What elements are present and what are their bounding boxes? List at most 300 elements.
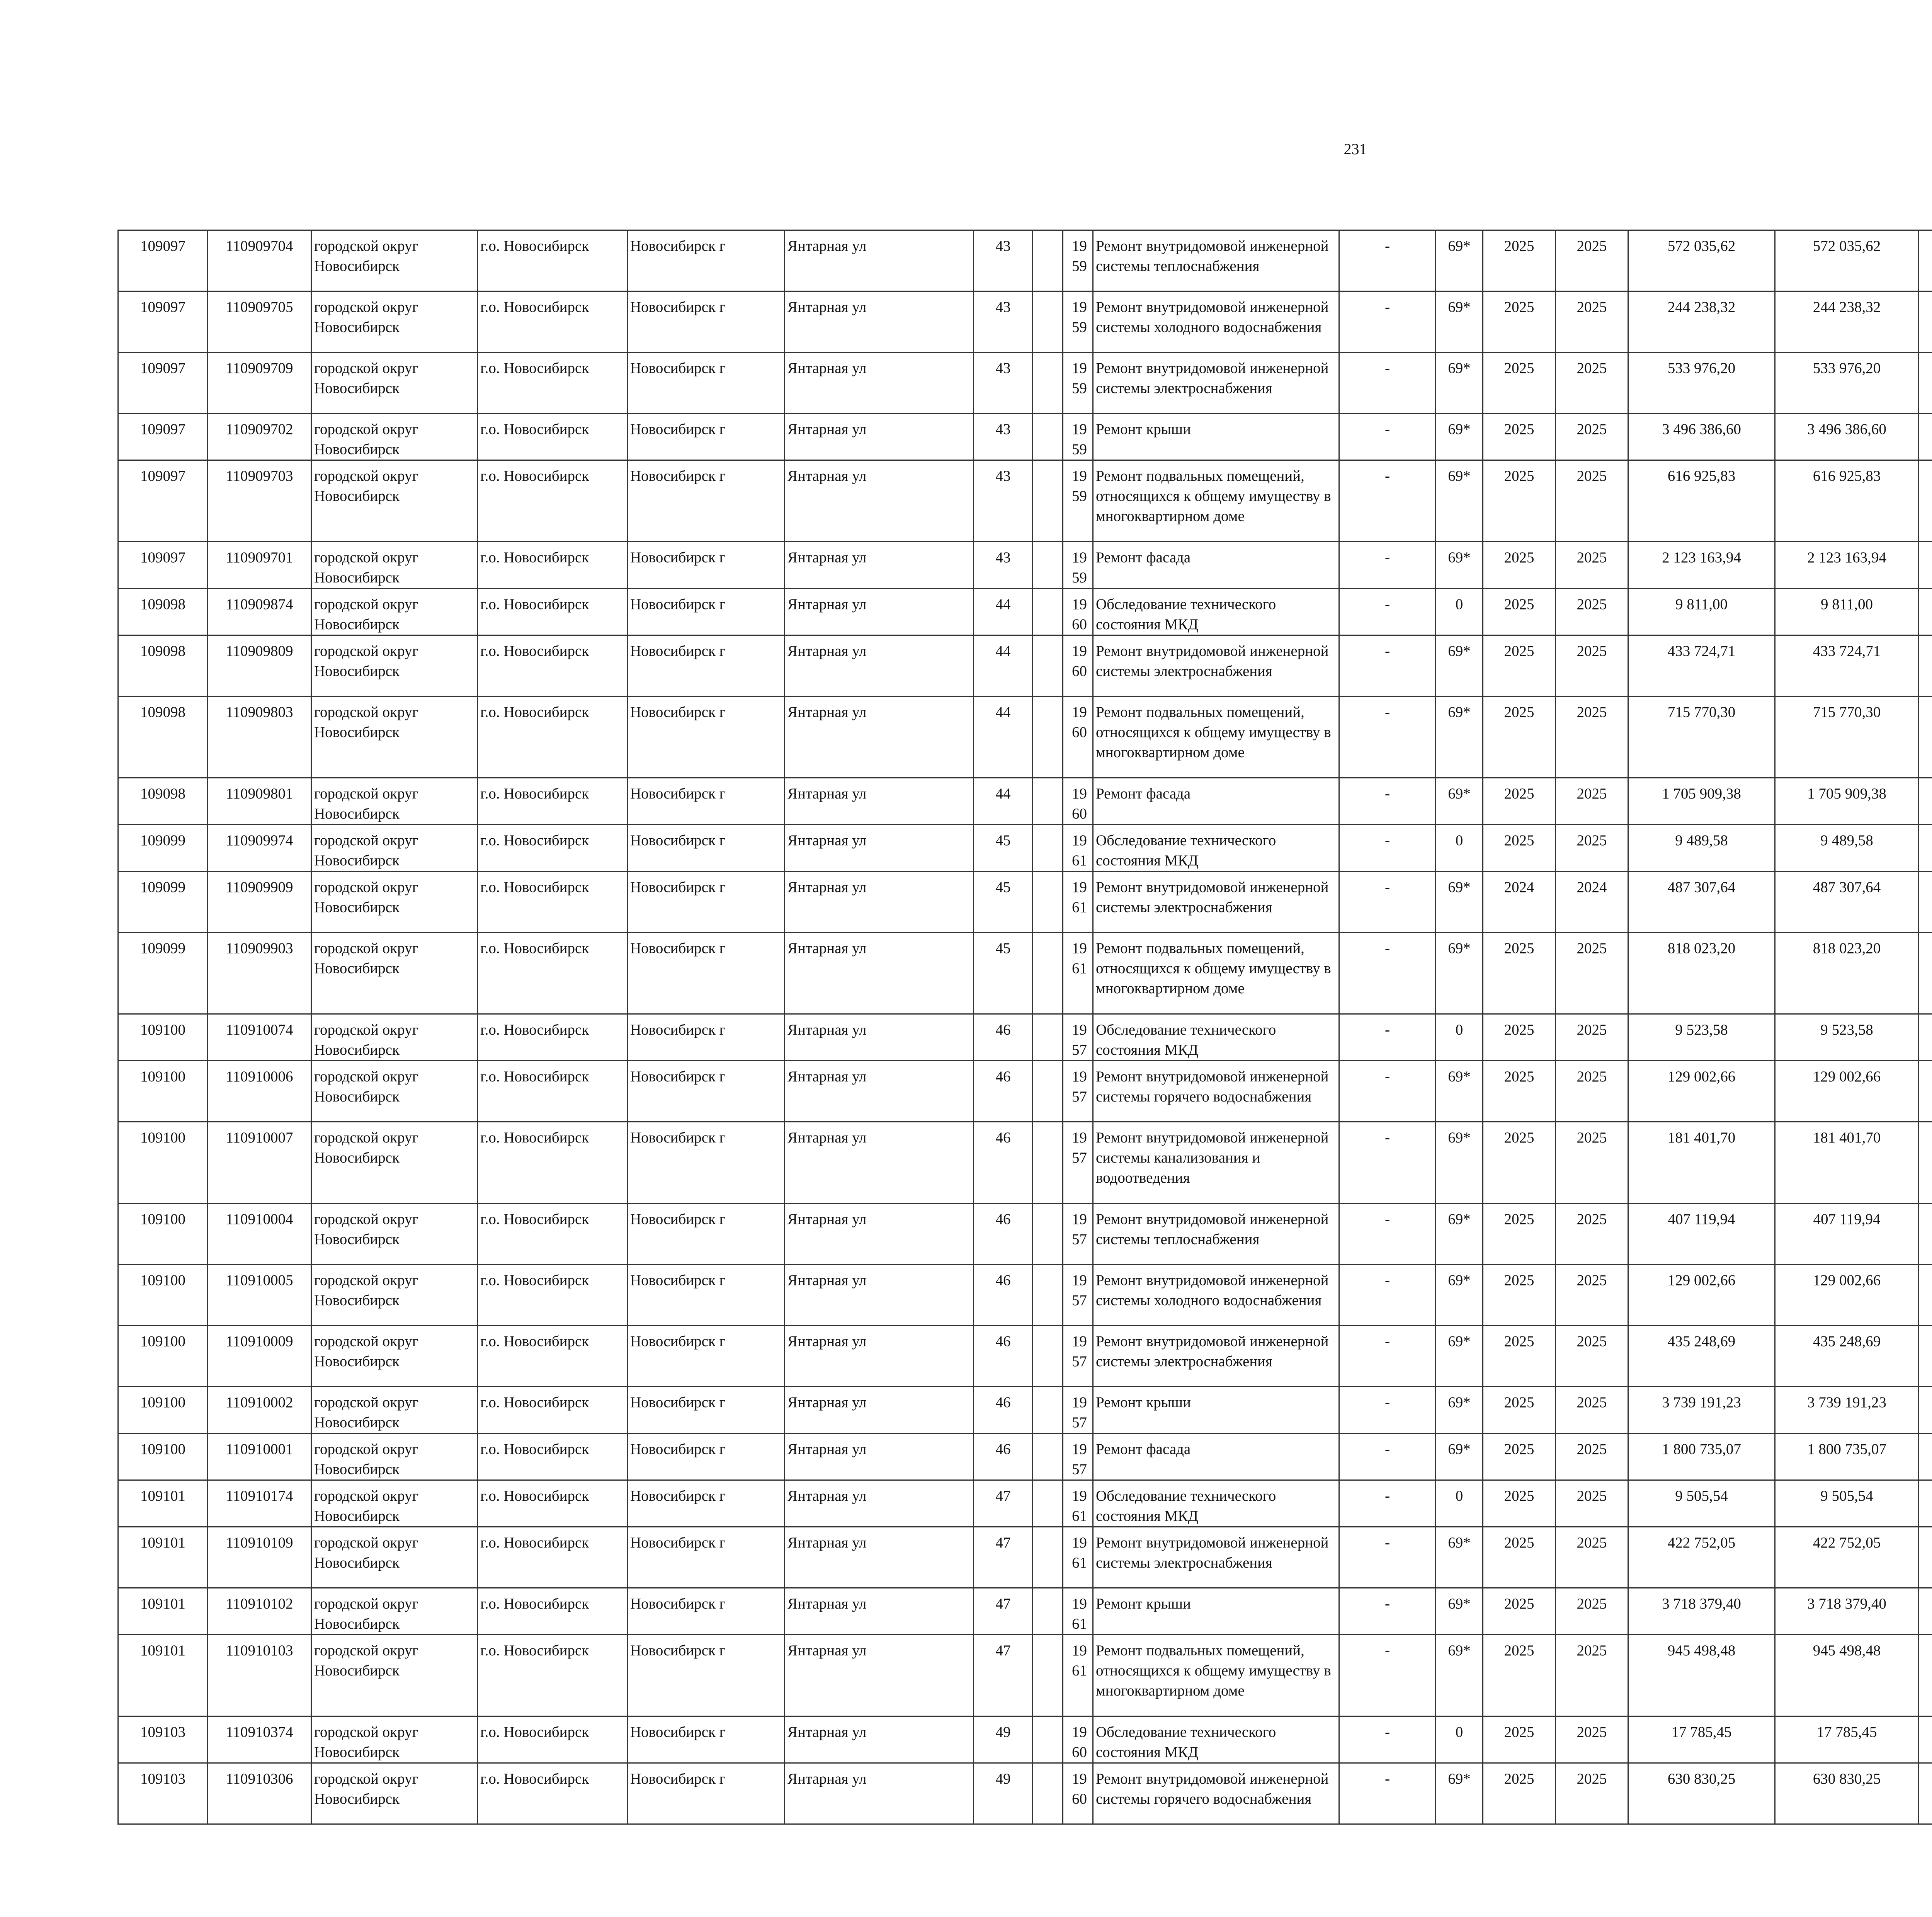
cell-city: Новосибирск г [628,460,785,542]
cell-row-id: 109099 [118,933,208,1014]
cell-build-year: 1957 [1063,1122,1093,1204]
table-row [118,778,1932,825]
cell-city: Новосибирск г [628,1204,785,1265]
cell-norm: 69* [1436,872,1483,933]
cell-municipality: городской округ Новосибирск [311,1588,478,1635]
table-row [118,352,1932,414]
cell-norm: 0 [1436,1716,1483,1763]
cell-value-1 [1919,1014,1932,1061]
cell-build-year: 1960 [1063,1716,1093,1763]
cell-letter [1033,291,1063,352]
cell-norm: 69* [1436,1326,1483,1387]
cell-dash: - [1339,1763,1436,1824]
cell-total-cost: 9 523,58 [1628,1014,1775,1061]
cell-house-number: 45 [974,825,1033,872]
cell-year-end: 2025 [1556,291,1628,352]
cell-build-year: 1961 [1063,933,1093,1014]
cell-fund-cost: 2 123 163,94 [1775,542,1919,589]
cell-letter [1033,1061,1063,1122]
cell-street: Янтарная ул [785,1014,974,1061]
cell-municipality: городской округ Новосибирск [311,1716,478,1763]
cell-value-1 [1919,230,1932,291]
table-row [118,1588,1932,1635]
cell-row-id: 109098 [118,635,208,696]
cell-work-code: 110909974 [208,825,311,872]
cell-municipality: городской округ Новосибирск [311,1635,478,1716]
cell-build-year: 1960 [1063,1763,1093,1824]
cell-city: Новосибирск г [628,1061,785,1122]
cell-year-start: 2025 [1483,933,1556,1014]
cell-letter [1033,696,1063,778]
cell-dash: - [1339,825,1436,872]
cell-district: г.о. Новосибирск [478,291,628,352]
cell-year-start: 2025 [1483,825,1556,872]
cell-work-code: 110909704 [208,230,311,291]
cell-letter [1033,933,1063,1014]
cell-total-cost: 244 238,32 [1628,291,1775,352]
cell-district: г.о. Новосибирск [478,1387,628,1433]
cell-letter [1033,1635,1063,1716]
cell-build-year: 1961 [1063,1635,1093,1716]
cell-street: Янтарная ул [785,1588,974,1635]
cell-house-number: 46 [974,1061,1033,1122]
cell-fund-cost: 435 248,69 [1775,1326,1919,1387]
cell-district: г.о. Новосибирск [478,1433,628,1480]
cell-city: Новосибирск г [628,1122,785,1204]
cell-norm: 69* [1436,1265,1483,1326]
cell-row-id: 109100 [118,1122,208,1204]
cell-total-cost: 407 119,94 [1628,1204,1775,1265]
cell-build-year: 1961 [1063,1480,1093,1527]
cell-house-number: 46 [974,1387,1033,1433]
cell-dash: - [1339,1480,1436,1527]
cell-letter [1033,635,1063,696]
cell-year-start: 2025 [1483,589,1556,635]
cell-city: Новосибирск г [628,1635,785,1716]
cell-value-1 [1919,1061,1932,1122]
cell-city: Новосибирск г [628,1326,785,1387]
cell-total-cost: 487 307,64 [1628,872,1775,933]
cell-year-start: 2025 [1483,635,1556,696]
cell-city: Новосибирск г [628,1588,785,1635]
cell-work-code: 110910001 [208,1433,311,1480]
cell-fund-cost: 181 401,70 [1775,1122,1919,1204]
cell-municipality: городской округ Новосибирск [311,825,478,872]
cell-year-end: 2025 [1556,1763,1628,1824]
cell-district: г.о. Новосибирск [478,1635,628,1716]
cell-work-type: Ремонт внутридомовой инженерной системы теплоснабжения [1093,1204,1339,1265]
cell-row-id: 109100 [118,1433,208,1480]
cell-letter [1033,1204,1063,1265]
cell-street: Янтарная ул [785,1716,974,1763]
cell-year-end: 2025 [1556,1014,1628,1061]
cell-letter [1033,1763,1063,1824]
cell-street: Янтарная ул [785,230,974,291]
cell-build-year: 1961 [1063,1588,1093,1635]
table-row [118,542,1932,589]
cell-work-code: 110909701 [208,542,311,589]
cell-total-cost: 818 023,20 [1628,933,1775,1014]
cell-dash: - [1339,589,1436,635]
cell-row-id: 109100 [118,1204,208,1265]
page-number: 231 [1344,140,1367,158]
cell-year-start: 2025 [1483,1588,1556,1635]
table-row [118,589,1932,635]
cell-street: Янтарная ул [785,1061,974,1122]
cell-norm: 69* [1436,1588,1483,1635]
table-row [118,1763,1932,1824]
cell-dash: - [1339,1265,1436,1326]
cell-house-number: 45 [974,872,1033,933]
cell-year-end: 2025 [1556,1433,1628,1480]
cell-city: Новосибирск г [628,1527,785,1588]
cell-year-end: 2025 [1556,635,1628,696]
cell-row-id: 109103 [118,1763,208,1824]
cell-city: Новосибирск г [628,696,785,778]
table-row [118,1122,1932,1204]
cell-year-start: 2025 [1483,1014,1556,1061]
cell-work-type: Ремонт подвальных помещений, относящихся к общему имуществу в многоквартирном доме [1093,933,1339,1014]
cell-house-number: 44 [974,589,1033,635]
cell-build-year: 1957 [1063,1014,1093,1061]
cell-norm: 69* [1436,230,1483,291]
cell-dash: - [1339,1716,1436,1763]
cell-district: г.о. Новосибирск [478,352,628,414]
cell-row-id: 109100 [118,1061,208,1122]
cell-work-type: Ремонт внутридомовой инженерной системы электроснабжения [1093,1326,1339,1387]
cell-district: г.о. Новосибирск [478,1122,628,1204]
cell-year-end: 2025 [1556,414,1628,460]
cell-district: г.о. Новосибирск [478,825,628,872]
cell-work-code: 110910306 [208,1763,311,1824]
cell-street: Янтарная ул [785,1763,974,1824]
table-row [118,291,1932,352]
cell-row-id: 109101 [118,1588,208,1635]
cell-district: г.о. Новосибирск [478,414,628,460]
table-row [118,1204,1932,1265]
cell-row-id: 109098 [118,696,208,778]
cell-letter [1033,1265,1063,1326]
cell-municipality: городской округ Новосибирск [311,635,478,696]
cell-fund-cost: 129 002,66 [1775,1061,1919,1122]
cell-street: Янтарная ул [785,460,974,542]
cell-municipality: городской округ Новосибирск [311,1326,478,1387]
cell-fund-cost: 715 770,30 [1775,696,1919,778]
cell-house-number: 46 [974,1326,1033,1387]
cell-letter [1033,1480,1063,1527]
cell-fund-cost: 407 119,94 [1775,1204,1919,1265]
cell-municipality: городской округ Новосибирск [311,933,478,1014]
cell-year-start: 2025 [1483,1387,1556,1433]
cell-build-year: 1961 [1063,1527,1093,1588]
cell-value-1 [1919,635,1932,696]
table-row [118,635,1932,696]
cell-municipality: городской округ Новосибирск [311,230,478,291]
cell-total-cost: 433 724,71 [1628,635,1775,696]
cell-house-number: 49 [974,1763,1033,1824]
cell-street: Янтарная ул [785,1387,974,1433]
cell-year-start: 2025 [1483,1061,1556,1122]
cell-work-type: Ремонт фасада [1093,778,1339,825]
cell-city: Новосибирск г [628,825,785,872]
cell-row-id: 109101 [118,1527,208,1588]
cell-work-type: Ремонт внутридомовой инженерной системы горячего водоснабжения [1093,1061,1339,1122]
cell-district: г.о. Новосибирск [478,230,628,291]
cell-value-1 [1919,1204,1932,1265]
cell-year-start: 2025 [1483,460,1556,542]
cell-house-number: 43 [974,460,1033,542]
cell-letter [1033,414,1063,460]
cell-house-number: 46 [974,1122,1033,1204]
cell-work-type: Ремонт крыши [1093,1387,1339,1433]
cell-street: Янтарная ул [785,1635,974,1716]
cell-work-type: Обследование технического состояния МКД [1093,1716,1339,1763]
cell-year-start: 2025 [1483,1527,1556,1588]
cell-row-id: 109097 [118,230,208,291]
cell-work-code: 110910002 [208,1387,311,1433]
cell-dash: - [1339,696,1436,778]
cell-year-end: 2025 [1556,1527,1628,1588]
cell-year-start: 2024 [1483,872,1556,933]
cell-work-type: Ремонт внутридомовой инженерной системы электроснабжения [1093,1527,1339,1588]
cell-build-year: 1957 [1063,1433,1093,1480]
cell-value-1 [1919,933,1932,1014]
cell-street: Янтарная ул [785,1480,974,1527]
cell-house-number: 43 [974,352,1033,414]
cell-district: г.о. Новосибирск [478,635,628,696]
cell-district: г.о. Новосибирск [478,1014,628,1061]
cell-year-start: 2025 [1483,1122,1556,1204]
cell-work-code: 110909709 [208,352,311,414]
cell-fund-cost: 17 785,45 [1775,1716,1919,1763]
cell-total-cost: 2 123 163,94 [1628,542,1775,589]
cell-value-1 [1919,352,1932,414]
cell-value-1 [1919,1265,1932,1326]
cell-build-year: 1957 [1063,1061,1093,1122]
cell-work-code: 110910102 [208,1588,311,1635]
cell-total-cost: 1 705 909,38 [1628,778,1775,825]
cell-total-cost: 9 489,58 [1628,825,1775,872]
cell-dash: - [1339,872,1436,933]
cell-value-1 [1919,1433,1932,1480]
cell-work-code: 110909702 [208,414,311,460]
cell-value-1 [1919,1122,1932,1204]
cell-municipality: городской округ Новосибирск [311,1061,478,1122]
cell-norm: 69* [1436,1387,1483,1433]
cell-year-end: 2025 [1556,1122,1628,1204]
cell-work-code: 110909703 [208,460,311,542]
cell-work-code: 110910007 [208,1122,311,1204]
cell-city: Новосибирск г [628,933,785,1014]
cell-year-start: 2025 [1483,1204,1556,1265]
cell-dash: - [1339,1387,1436,1433]
cell-year-start: 2025 [1483,1480,1556,1527]
cell-letter [1033,460,1063,542]
cell-fund-cost: 630 830,25 [1775,1763,1919,1824]
table-row [118,1716,1932,1763]
cell-work-code: 110909809 [208,635,311,696]
cell-municipality: городской округ Новосибирск [311,872,478,933]
cell-district: г.о. Новосибирск [478,1480,628,1527]
cell-municipality: городской округ Новосибирск [311,1387,478,1433]
cell-work-code: 110909874 [208,589,311,635]
cell-house-number: 46 [974,1265,1033,1326]
cell-street: Янтарная ул [785,1122,974,1204]
cell-dash: - [1339,778,1436,825]
cell-letter [1033,872,1063,933]
cell-city: Новосибирск г [628,589,785,635]
cell-year-end: 2025 [1556,1387,1628,1433]
cell-value-1 [1919,1635,1932,1716]
cell-work-type: Ремонт фасада [1093,542,1339,589]
cell-year-end: 2025 [1556,933,1628,1014]
cell-district: г.о. Новосибирск [478,542,628,589]
cell-dash: - [1339,1527,1436,1588]
cell-letter [1033,542,1063,589]
cell-house-number: 49 [974,1716,1033,1763]
cell-build-year: 1957 [1063,1265,1093,1326]
cell-district: г.о. Новосибирск [478,1588,628,1635]
cell-value-1 [1919,460,1932,542]
cell-year-start: 2025 [1483,352,1556,414]
cell-dash: - [1339,1014,1436,1061]
cell-dash: - [1339,542,1436,589]
cell-norm: 69* [1436,933,1483,1014]
cell-house-number: 44 [974,778,1033,825]
cell-fund-cost: 3 718 379,40 [1775,1588,1919,1635]
cell-row-id: 109098 [118,589,208,635]
cell-letter [1033,1588,1063,1635]
cell-value-1 [1919,542,1932,589]
cell-norm: 69* [1436,1763,1483,1824]
cell-fund-cost: 244 238,32 [1775,291,1919,352]
cell-build-year: 1959 [1063,352,1093,414]
cell-work-type: Обследование технического состояния МКД [1093,589,1339,635]
cell-norm: 69* [1436,542,1483,589]
cell-norm: 69* [1436,1122,1483,1204]
cell-value-1 [1919,1480,1932,1527]
cell-letter [1033,1527,1063,1588]
cell-year-end: 2025 [1556,1588,1628,1635]
cell-total-cost: 3 496 386,60 [1628,414,1775,460]
cell-house-number: 44 [974,635,1033,696]
cell-year-start: 2025 [1483,1326,1556,1387]
cell-letter [1033,1433,1063,1480]
cell-work-code: 110910374 [208,1716,311,1763]
cell-year-end: 2025 [1556,460,1628,542]
cell-year-start: 2025 [1483,1763,1556,1824]
cell-municipality: городской округ Новосибирск [311,414,478,460]
cell-dash: - [1339,1204,1436,1265]
cell-year-start: 2025 [1483,542,1556,589]
cell-row-id: 109097 [118,291,208,352]
cell-build-year: 1959 [1063,291,1093,352]
cell-city: Новосибирск г [628,1716,785,1763]
cell-row-id: 109100 [118,1326,208,1387]
cell-work-code: 110910006 [208,1061,311,1122]
cell-year-start: 2025 [1483,1265,1556,1326]
table-row [118,414,1932,460]
cell-municipality: городской округ Новосибирск [311,1433,478,1480]
cell-work-code: 110909903 [208,933,311,1014]
cell-district: г.о. Новосибирск [478,589,628,635]
table-row [118,872,1932,933]
cell-work-type: Обследование технического состояния МКД [1093,825,1339,872]
cell-district: г.о. Новосибирск [478,1527,628,1588]
cell-row-id: 109097 [118,460,208,542]
cell-fund-cost: 1 800 735,07 [1775,1433,1919,1480]
cell-total-cost: 17 785,45 [1628,1716,1775,1763]
cell-municipality: городской округ Новосибирск [311,460,478,542]
cell-value-1 [1919,1326,1932,1387]
cell-fund-cost: 9 505,54 [1775,1480,1919,1527]
cell-municipality: городской округ Новосибирск [311,1265,478,1326]
cell-year-end: 2025 [1556,352,1628,414]
cell-norm: 69* [1436,1433,1483,1480]
cell-row-id: 109101 [118,1480,208,1527]
cell-total-cost: 616 925,83 [1628,460,1775,542]
table-row [118,1061,1932,1122]
cell-dash: - [1339,1326,1436,1387]
cell-norm: 69* [1436,778,1483,825]
cell-district: г.о. Новосибирск [478,1326,628,1387]
cell-year-start: 2025 [1483,1635,1556,1716]
cell-fund-cost: 422 752,05 [1775,1527,1919,1588]
cell-house-number: 44 [974,696,1033,778]
table-row [118,1014,1932,1061]
cell-year-end: 2025 [1556,1716,1628,1763]
cell-norm: 0 [1436,1480,1483,1527]
cell-fund-cost: 1 705 909,38 [1775,778,1919,825]
cell-total-cost: 3 718 379,40 [1628,1588,1775,1635]
cell-build-year: 1959 [1063,230,1093,291]
cell-street: Янтарная ул [785,825,974,872]
cell-letter [1033,589,1063,635]
cell-norm: 69* [1436,460,1483,542]
cell-value-1 [1919,1588,1932,1635]
cell-row-id: 109100 [118,1265,208,1326]
cell-value-1 [1919,872,1932,933]
cell-fund-cost: 945 498,48 [1775,1635,1919,1716]
cell-letter [1033,825,1063,872]
cell-municipality: городской округ Новосибирск [311,542,478,589]
cell-letter [1033,778,1063,825]
cell-city: Новосибирск г [628,291,785,352]
cell-city: Новосибирск г [628,414,785,460]
cell-row-id: 109097 [118,352,208,414]
cell-district: г.о. Новосибирск [478,1204,628,1265]
cell-total-cost: 129 002,66 [1628,1061,1775,1122]
cell-letter [1033,1716,1063,1763]
cell-norm: 69* [1436,352,1483,414]
cell-total-cost: 572 035,62 [1628,230,1775,291]
cell-municipality: городской округ Новосибирск [311,696,478,778]
cell-work-type: Ремонт внутридомовой инженерной системы холодного водоснабжения [1093,291,1339,352]
cell-municipality: городской округ Новосибирск [311,291,478,352]
table-row [118,933,1932,1014]
cell-street: Янтарная ул [785,414,974,460]
cell-dash: - [1339,230,1436,291]
cell-street: Янтарная ул [785,778,974,825]
cell-work-type: Обследование технического состояния МКД [1093,1014,1339,1061]
cell-build-year: 1957 [1063,1326,1093,1387]
cell-fund-cost: 533 976,20 [1775,352,1919,414]
cell-district: г.о. Новосибирск [478,1265,628,1326]
cell-norm: 69* [1436,1204,1483,1265]
cell-city: Новосибирск г [628,778,785,825]
cell-total-cost: 630 830,25 [1628,1763,1775,1824]
cell-street: Янтарная ул [785,696,974,778]
